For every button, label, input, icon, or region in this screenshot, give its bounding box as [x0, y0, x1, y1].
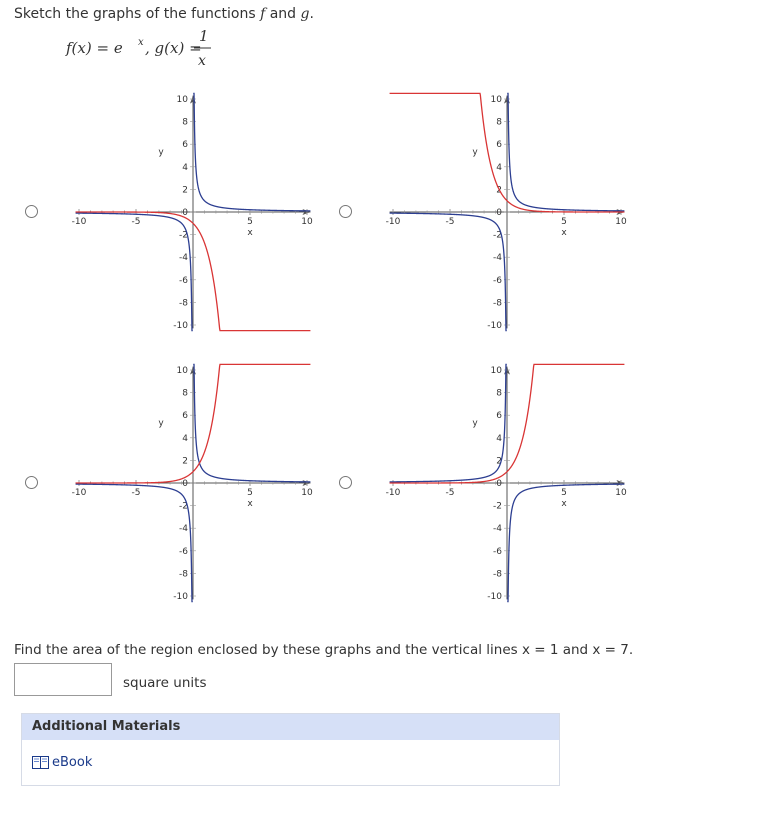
area-answer-input[interactable]	[14, 663, 112, 696]
y-tick-label: 6	[496, 140, 502, 151]
y-tick-label: -4	[179, 524, 188, 535]
y-tick-label: 0	[182, 479, 188, 489]
additional-materials-panel	[21, 713, 560, 786]
y-tick-label: -8	[179, 569, 188, 580]
x-tick-label: 10	[615, 488, 627, 498]
y-tick-label: -6	[493, 546, 502, 557]
y-tick-label: -2	[493, 230, 502, 241]
problem-prompt: Sketch the graphs of the functions f and g.	[14, 6, 314, 22]
y-tick-label: 10	[490, 366, 502, 376]
y-tick-label: 4	[182, 162, 188, 173]
y-tick-label: 2	[496, 185, 502, 196]
x-tick-label: 10	[615, 217, 627, 227]
formula-exponent: x	[138, 37, 144, 48]
x-tick-label: -5	[445, 488, 455, 498]
formula-left: f(x) = e	[66, 39, 123, 57]
y-tick-label: -2	[179, 501, 188, 512]
formula-numerator: 1	[199, 27, 209, 45]
x-axis-label: x	[247, 228, 253, 238]
y-tick-label: 8	[182, 388, 188, 399]
y-axis-label: y	[472, 147, 478, 158]
y-tick-label: -4	[179, 253, 188, 264]
y-tick-label: -10	[487, 592, 502, 602]
y-tick-label: 0	[496, 208, 502, 218]
y-tick-label: 0	[496, 479, 502, 489]
x-tick-label: 5	[247, 488, 253, 498]
x-tick-label: -10	[385, 488, 401, 498]
y-axis-label: y	[158, 147, 164, 158]
units-label: square units	[123, 675, 207, 691]
y-tick-label: 10	[490, 95, 502, 105]
y-tick-label: 4	[496, 433, 502, 444]
y-tick-label: 2	[182, 185, 188, 196]
y-tick-label: 6	[182, 140, 188, 151]
x-tick-label: -5	[131, 488, 141, 498]
formula-denominator: x	[198, 53, 206, 69]
x-tick-label: 10	[301, 217, 313, 227]
y-tick-label: -2	[493, 501, 502, 512]
y-tick-label: 6	[182, 411, 188, 422]
y-tick-label: 6	[496, 411, 502, 422]
x-tick-label: 5	[561, 488, 567, 498]
y-axis-label: y	[158, 418, 164, 429]
y-tick-label: -2	[179, 230, 188, 241]
y-tick-label: -10	[487, 321, 502, 331]
y-tick-label: 10	[176, 95, 188, 105]
y-tick-label: 8	[496, 117, 502, 128]
y-tick-label: 4	[496, 162, 502, 173]
y-tick-label: -4	[493, 524, 502, 535]
x-axis-label: x	[561, 499, 567, 509]
x-tick-label: -10	[71, 488, 87, 498]
area-question: Find the area of the region enclosed by these graphs and the vertical lines x = 1 and x = 7.	[14, 642, 634, 658]
additional-materials-title: Additional Materials	[22, 714, 559, 740]
x-axis-label: x	[561, 228, 567, 238]
book-icon	[32, 756, 49, 769]
y-tick-label: -8	[493, 298, 502, 309]
x-tick-label: -5	[131, 217, 141, 227]
x-tick-label: -5	[445, 217, 455, 227]
x-tick-label: -10	[385, 217, 401, 227]
x-axis-label: x	[247, 499, 253, 509]
y-tick-label: 2	[496, 456, 502, 467]
y-tick-label: -6	[179, 275, 188, 286]
y-tick-label: -4	[493, 253, 502, 264]
x-tick-label: 5	[561, 217, 567, 227]
x-tick-label: -10	[71, 217, 87, 227]
x-tick-label: 5	[247, 217, 253, 227]
x-tick-label: 10	[301, 488, 313, 498]
y-axis-label: y	[472, 418, 478, 429]
y-tick-label: -10	[173, 592, 188, 602]
y-tick-label: 8	[182, 117, 188, 128]
y-tick-label: 8	[496, 388, 502, 399]
ebook-link[interactable]	[32, 755, 92, 770]
y-tick-label: 4	[182, 433, 188, 444]
y-tick-label: -8	[179, 298, 188, 309]
formula-middle: , g(x) =	[145, 39, 202, 57]
y-tick-label: -8	[493, 569, 502, 580]
y-tick-label: 0	[182, 208, 188, 218]
y-tick-label: -6	[179, 546, 188, 557]
y-tick-label: 10	[176, 366, 188, 376]
y-tick-label: 2	[182, 456, 188, 467]
ebook-label: eBook	[52, 755, 93, 770]
curve-1x	[390, 364, 507, 482]
y-tick-label: -10	[173, 321, 188, 331]
y-tick-label: -6	[493, 275, 502, 286]
